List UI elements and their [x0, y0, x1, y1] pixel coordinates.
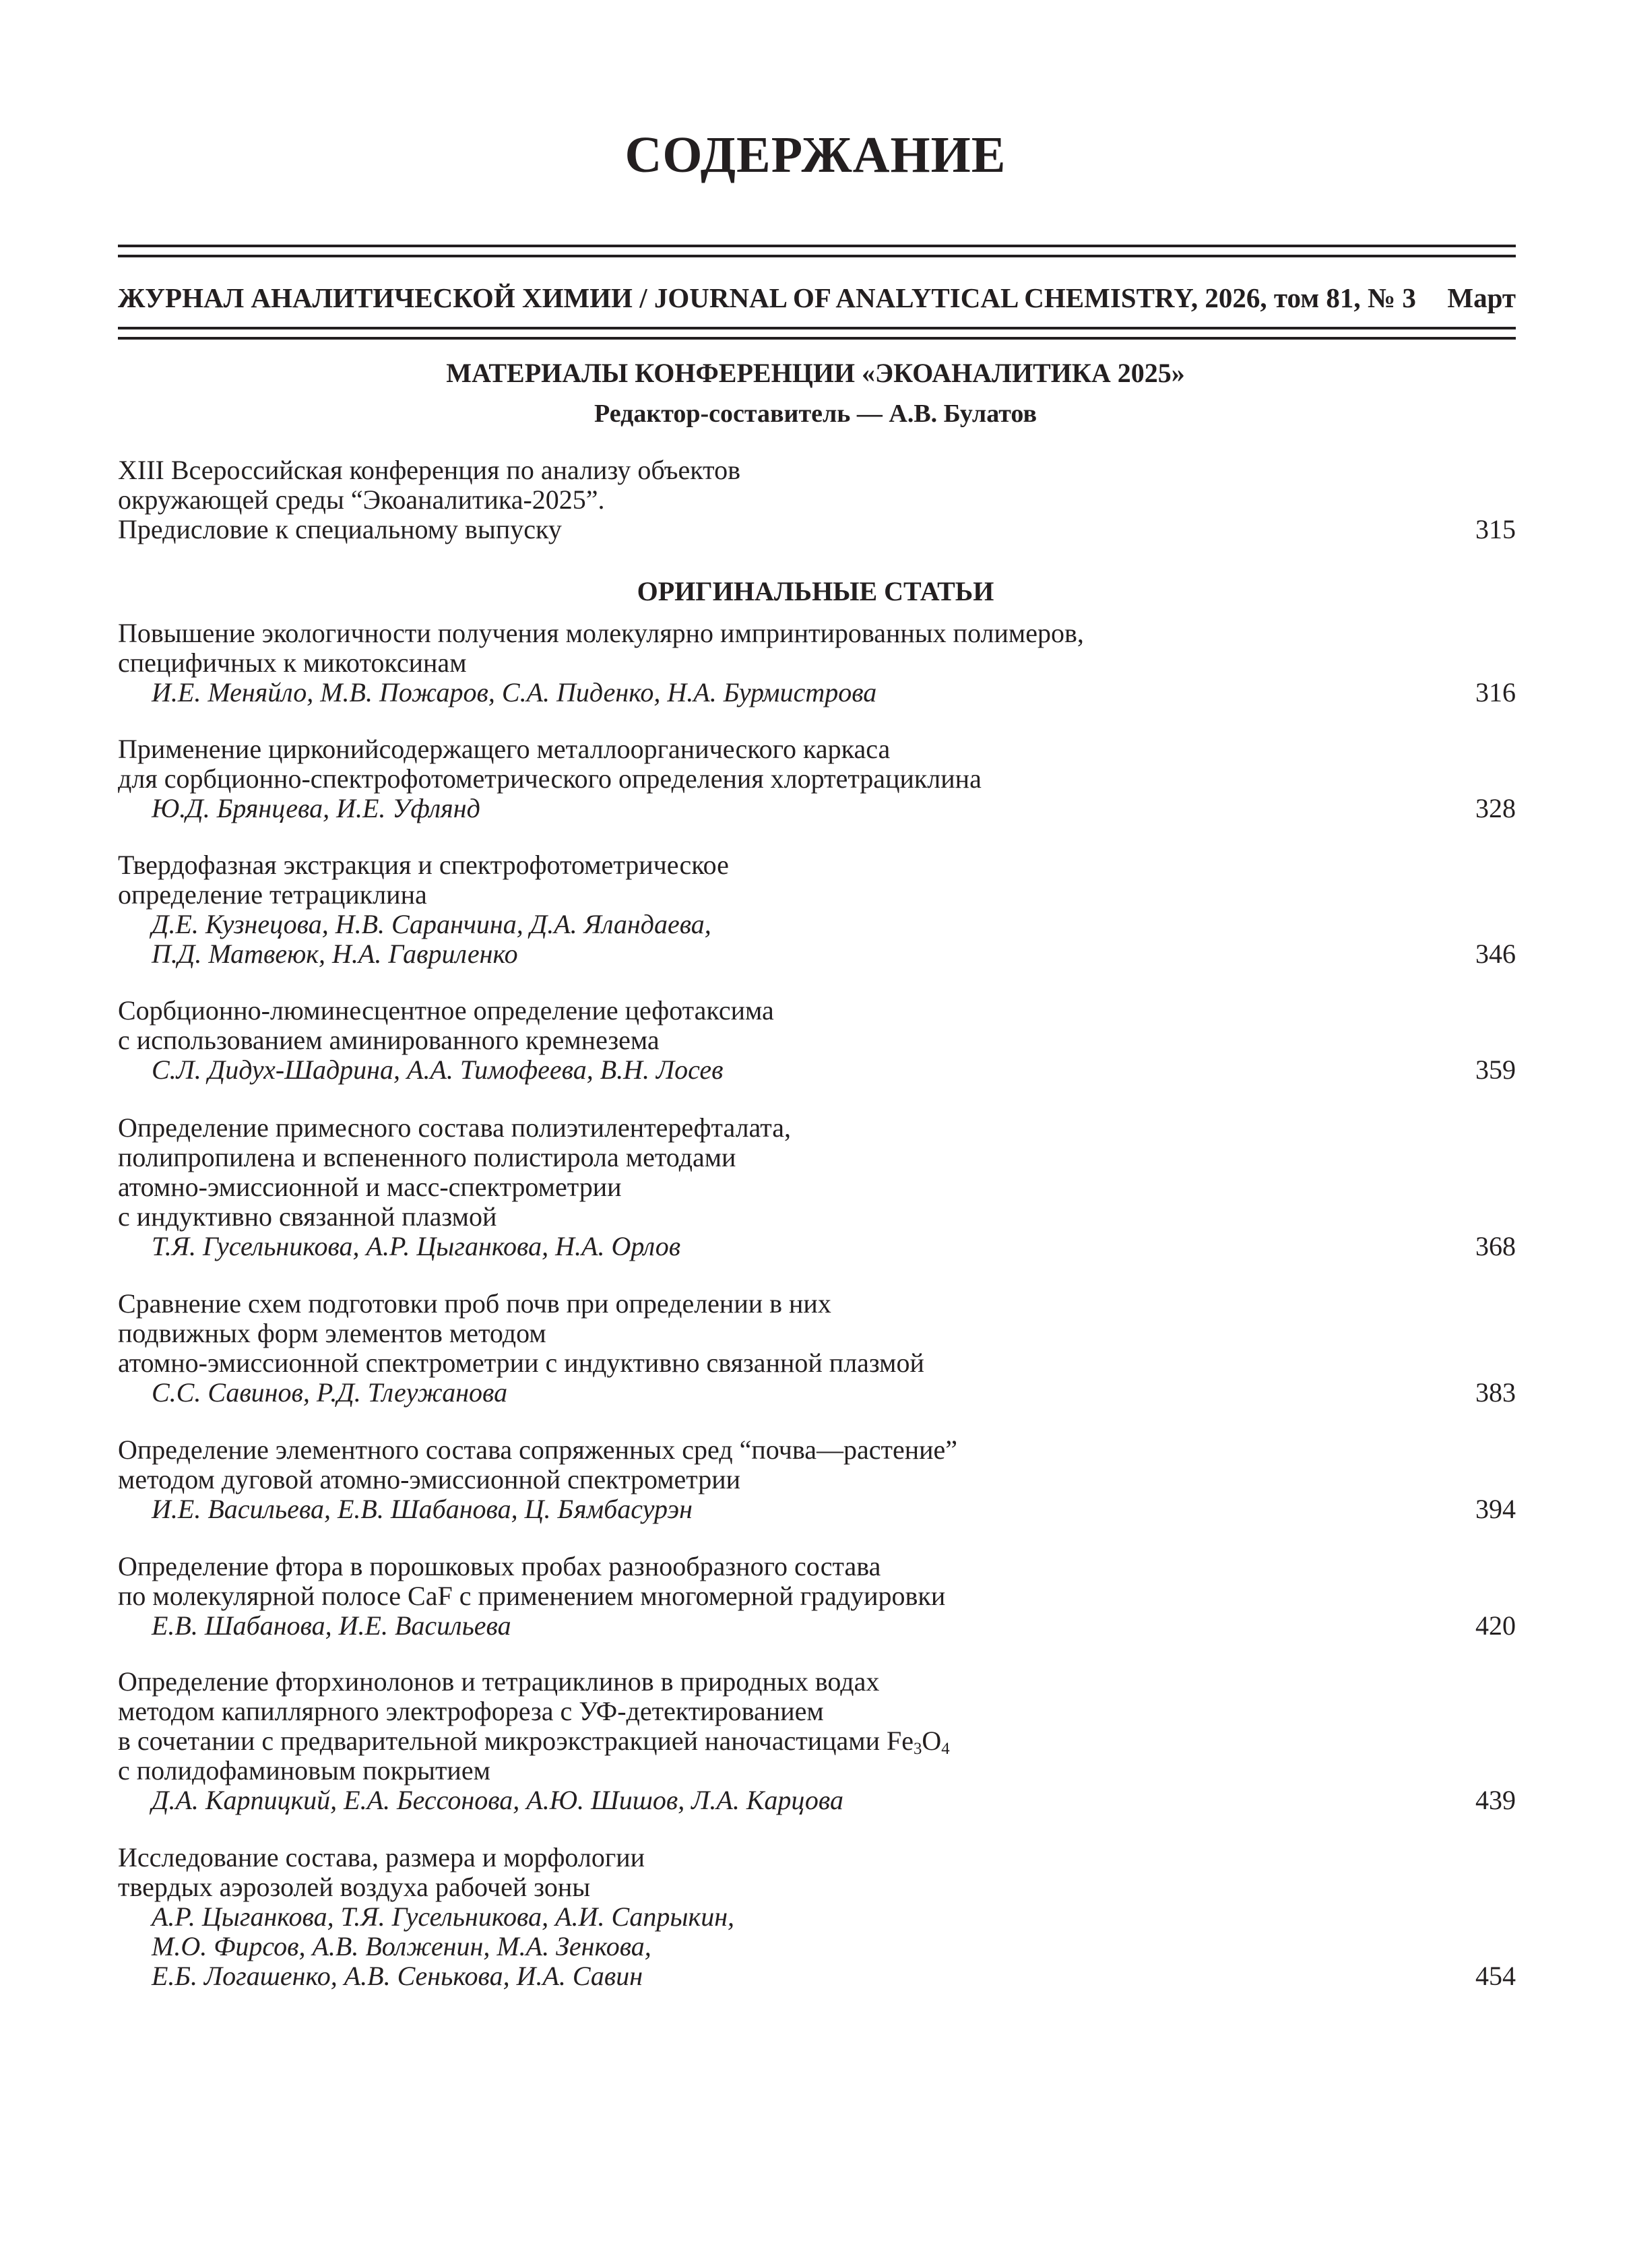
entry-authors: Т.Я. Гусельникова, А.Р. Цыганкова, Н.А. Орлов	[152, 1231, 681, 1261]
entry-authors: Е.В. Шабанова, И.Е. Васильева	[152, 1610, 511, 1641]
entry-authors: Д.А. Карпицкий, Е.А. Бессонова, А.Ю. Шишов, Л.А. Карцова	[152, 1785, 843, 1815]
page-number: 328	[1475, 793, 1516, 823]
conference-editor: Редактор-составитель — А.В. Булатов	[594, 400, 1037, 428]
entry-title-line: методом капиллярного электрофореза с УФ-детектированием	[118, 1696, 824, 1726]
entry-title-line: для сорбционно-спектрофотометрического определения хлортетрациклина	[118, 763, 982, 794]
entry-authors: Ю.Д. Брянцева, И.Е. Уфлянд	[152, 793, 480, 823]
toc-entry	[118, 1552, 1516, 1641]
entry-title-line	[118, 1726, 1516, 1759]
toc-entry	[118, 619, 1516, 707]
header-rule-top-1	[118, 245, 1516, 247]
journal-line: ЖУРНАЛ АНАЛИТИЧЕСКОЙ ХИМИИ / JOURNAL OF ANALYTICAL CHEMISTRY, 2026, том 81, № 3	[118, 282, 1416, 313]
entry-title-line: Предисловие к специальному выпуску	[118, 514, 562, 544]
entry-title-line: Определение фторхинолонов и тетрациклинов в природных водах	[118, 1666, 880, 1697]
entry-title-line: атомно-эмиссионной спектрометрии с индуктивно связанной плазмой	[118, 1348, 924, 1378]
toc-entry	[118, 1667, 1516, 1815]
entry-title-line: Повышение экологичности получения молекулярно импринтированных полимеров,	[118, 618, 1084, 648]
entry-title-line: Определение фтора в порошковых пробах разнообразного состава	[118, 1551, 881, 1581]
issue-month: Март	[1447, 282, 1516, 313]
entry-title-line: XIII Всероссийская конференция по анализу объектов	[118, 455, 740, 485]
page-number: 383	[1475, 1377, 1516, 1408]
entry-title-line: твердых аэрозолей воздуха рабочей зоны	[118, 1872, 591, 1902]
toc-entry	[118, 996, 1516, 1085]
entry-title-line: Сорбционно-люминесцентное определение цефотаксима	[118, 995, 774, 1026]
page-number: 315	[1475, 514, 1516, 544]
toc-entry	[118, 1843, 1516, 1991]
entry-authors: П.Д. Матвеюк, Н.А. Гавриленко	[152, 939, 518, 969]
entry-title-line: атомно-эмиссионной и масс-спектрометрии	[118, 1172, 622, 1202]
entry-title-line: Сравнение схем подготовки проб почв при определении в них	[118, 1288, 831, 1319]
page-number: 359	[1475, 1054, 1516, 1085]
toc-entry	[118, 1435, 1516, 1524]
header-rule-bottom-2	[118, 337, 1516, 340]
toc-entry	[118, 734, 1516, 823]
conference-title: МАТЕРИАЛЫ КОНФЕРЕНЦИИ «ЭКОАНАЛИТИКА 2025»	[446, 358, 1185, 388]
entry-authors: С.Л. Дидух-Шадрина, А.А. Тимофеева, В.Н. Лосев	[152, 1054, 724, 1085]
page-number: 346	[1475, 939, 1516, 969]
entry-title-line: Исследование состава, размера и морфологии	[118, 1842, 645, 1872]
entry-title-line: по молекулярной полосе CaF с применением многомерной градуировки	[118, 1581, 946, 1611]
entry-title-text: в сочетании с предварительной микроэкстракцией наночастицами	[118, 1726, 880, 1756]
original-articles-heading: ОРИГИНАЛЬНЫЕ СТАТЬИ	[637, 576, 994, 606]
toc-entry	[118, 850, 1516, 969]
entry-title-line: Твердофазная экстракция и спектрофотометрическое	[118, 850, 729, 880]
entry-authors: И.Е. Васильева, Е.В. Шабанова, Ц. Бямбасурэн	[152, 1494, 693, 1524]
entry-title-line: с индуктивно связанной плазмой	[118, 1201, 497, 1232]
header-rule-bottom-1	[118, 327, 1516, 329]
entry-title-line: с полидофаминовым покрытием	[118, 1755, 490, 1786]
toc-entry	[118, 1113, 1516, 1261]
page-number: 316	[1475, 677, 1516, 707]
entry-authors: Е.Б. Логашенко, А.В. Сенькова, И.А. Савин	[152, 1961, 643, 1991]
entry-title-line: Определение элементного состава сопряженных сред “почва—растение”	[118, 1435, 958, 1465]
entry-title-line: полипропилена и вспененного полистирола методами	[118, 1142, 736, 1172]
entry-title-line: Применение цирконийсодержащего металлоорганического каркаса	[118, 734, 891, 764]
entry-authors: И.Е. Меняйло, М.В. Пожаров, С.А. Пиденко, Н.А. Бурмистрова	[152, 677, 877, 707]
header-rule-top-2	[118, 255, 1516, 257]
toc-entry	[118, 1289, 1516, 1408]
entry-authors: Д.Е. Кузнецова, Н.В. Саранчина, Д.А. Яландаева,	[152, 909, 711, 939]
page-number: 420	[1475, 1610, 1516, 1641]
entry-title-line: подвижных форм элементов методом	[118, 1318, 546, 1348]
entry-authors: М.О. Фирсов, А.В. Волженин, М.А. Зенкова,	[152, 1931, 651, 1961]
entry-authors: С.С. Савинов, Р.Д. Тлеужанова	[152, 1377, 508, 1408]
entry-title-line: Определение примесного состава полиэтилентерефталата,	[118, 1112, 791, 1143]
page-number: 368	[1475, 1231, 1516, 1261]
page-number: 454	[1475, 1961, 1516, 1991]
entry-title-line: специфичных к микотоксинам	[118, 648, 467, 678]
entry-title-line: окружающей среды “Экоаналитика-2025”.	[118, 484, 605, 515]
page-number: 439	[1475, 1785, 1516, 1815]
toc-entry-preface	[118, 455, 1516, 544]
entry-title-line: методом дуговой атомно-эмиссионной спектрометрии	[118, 1464, 741, 1494]
chemical-formula: $Fe_3O_4$	[886, 1726, 950, 1759]
entry-title-line: определение тетрациклина	[118, 879, 427, 910]
entry-title-line: с использованием аминированного кремнезема	[118, 1025, 660, 1055]
page-number: 394	[1475, 1494, 1516, 1524]
journal-header	[118, 278, 1516, 318]
entry-authors: А.Р. Цыганкова, Т.Я. Гусельникова, А.И. Сапрыкин,	[152, 1901, 735, 1932]
page-title: СОДЕРЖАНИЕ	[625, 127, 1006, 183]
